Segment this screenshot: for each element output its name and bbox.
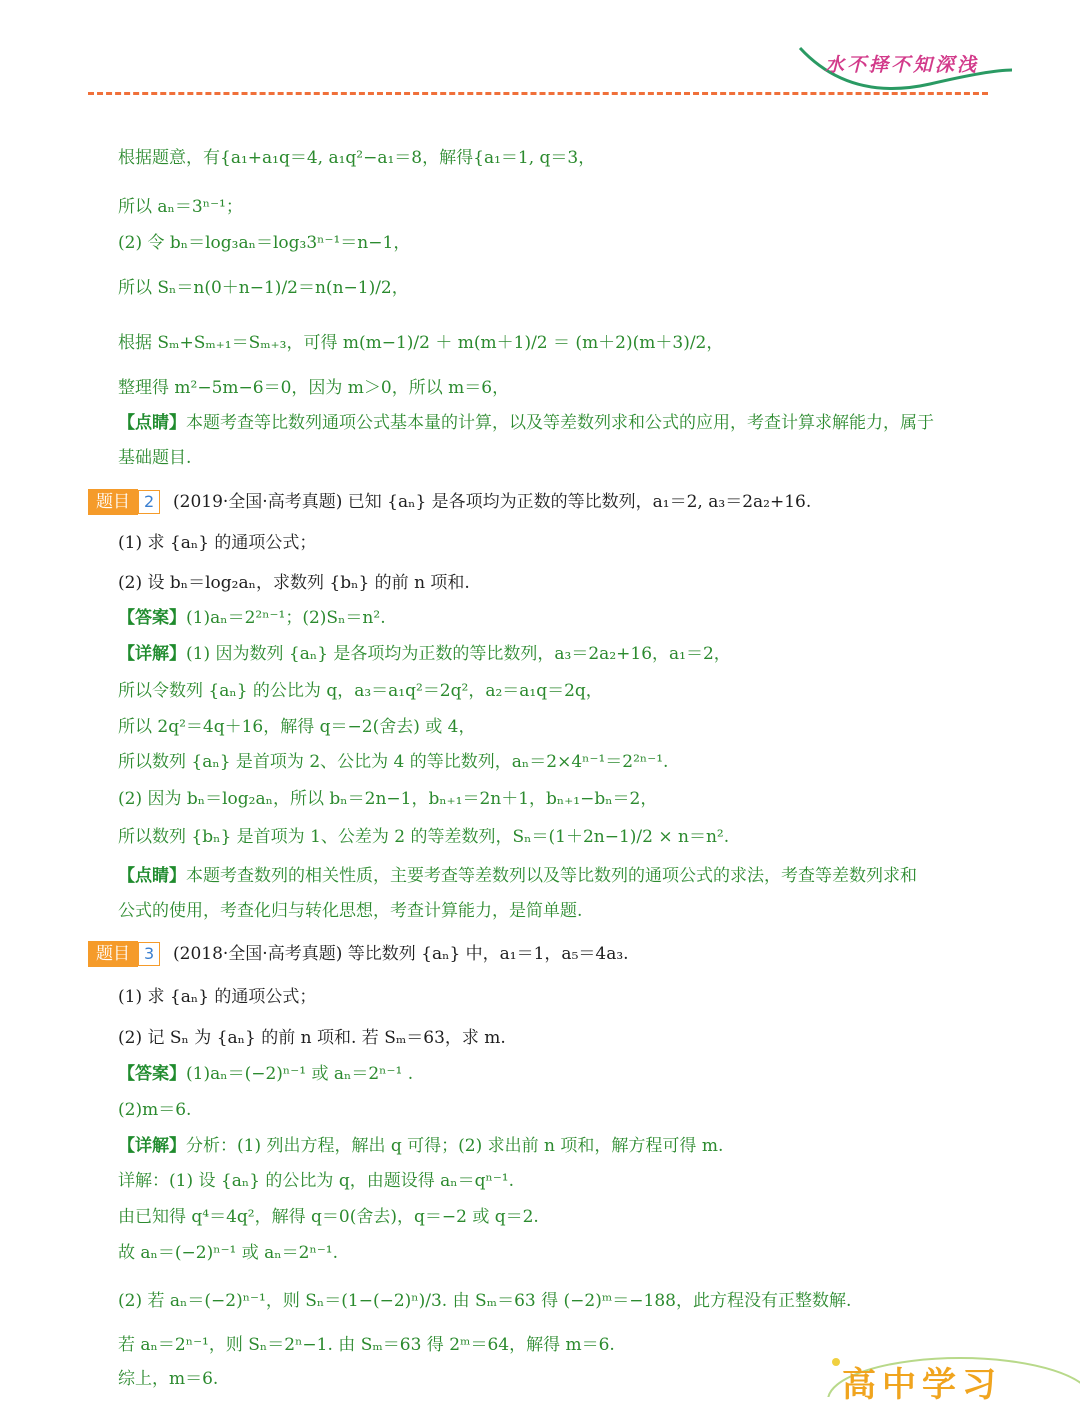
note-line: 公式的使用，考查化归与转化思想，考查计算能力，是简单题. <box>118 901 583 921</box>
solution-line: (2) 若 aₙ＝(−2)ⁿ⁻¹，则 Sₙ＝(1−(−2)ⁿ)/3. 由 Sₘ＝63 得 (−2)ᵐ＝−188，此方程没有正整数解. <box>118 1291 852 1311</box>
solution-line: 所以数列 {bₙ} 是首项为 1、公差为 2 的等差数列，Sₙ＝(1＋2n−1)/2 × n＝n². <box>118 827 730 847</box>
note-line <box>118 865 917 887</box>
solution-line: 整理得 m²−5m−6＝0，因为 m＞0，所以 m＝6， <box>118 378 510 398</box>
solution-line: 若 aₙ＝2ⁿ⁻¹，则 Sₙ＝2ⁿ−1. 由 Sₘ＝63 得 2ᵐ＝64，解得 m＝6. <box>118 1335 615 1355</box>
detail-line <box>118 1135 723 1157</box>
detail-text: 分析：(1) 列出方程，解出 q 可得；(2) 求出前 n 项和，解方程可得 m. <box>186 1136 724 1156</box>
question-badge-number: 3 <box>138 942 160 966</box>
solution-line: 详解：(1) 设 {aₙ} 的公比为 q，由题设得 aₙ＝qⁿ⁻¹. <box>118 1171 515 1191</box>
question-badge-label: 题目 <box>88 941 138 967</box>
solution-line: 所以 2q²＝4q＋16，解得 q＝−2(舍去) 或 4， <box>118 717 476 737</box>
answer-text: (1)aₙ＝2²ⁿ⁻¹；(2)Sₙ＝n². <box>186 608 386 628</box>
solution-line: 所以 aₙ＝3ⁿ⁻¹； <box>118 197 243 217</box>
header-dashed-rule <box>88 92 988 95</box>
answer-line <box>118 607 386 629</box>
question-badge-label: 题目 <box>88 489 138 515</box>
detail-text: (1) 因为数列 {aₙ} 是各项均为正数的等比数列，a₃＝2a₂+16，a₁＝2， <box>186 644 731 664</box>
header-logo-text: 水不择不知深浅 <box>825 54 980 76</box>
question-part: (1) 求 {aₙ} 的通项公式； <box>118 987 317 1007</box>
note-line: 基础题目. <box>118 448 192 468</box>
answer-line <box>118 1063 413 1085</box>
note-tag: 【点睛】 <box>118 866 186 886</box>
solution-line: 所以 Sₙ＝n(0＋n−1)/2＝n(n−1)/2， <box>118 278 409 298</box>
answer-tag: 【答案】 <box>118 1064 186 1084</box>
question-badge <box>88 941 160 967</box>
question-part: (1) 求 {aₙ} 的通项公式； <box>118 533 317 553</box>
note-tag: 【点睛】 <box>118 413 186 433</box>
solution-line: 根据 Sₘ+Sₘ₊₁＝Sₘ₊₃，可得 m(m−1)/2 ＋ m(m＋1)/2 ＝ (m＋2)(m＋3)/2， <box>118 333 724 353</box>
detail-line <box>118 643 731 665</box>
answer-text: (1)aₙ＝(−2)ⁿ⁻¹ 或 aₙ＝2ⁿ⁻¹ . <box>186 1064 414 1084</box>
footer-logo-text: 高中学习 <box>842 1365 1002 1405</box>
note-text: 本题考查等比数列通项公式基本量的计算，以及等差数列求和公式的应用，考查计算求解能力，属于 <box>186 413 934 433</box>
solution-line: (2) 因为 bₙ＝log₂aₙ，所以 bₙ＝2n−1，bₙ₊₁＝2n＋1，bₙ₊₁−bₙ＝2， <box>118 789 658 809</box>
solution-line: 所以数列 {aₙ} 是首项为 2、公比为 4 的等比数列，aₙ＝2×4ⁿ⁻¹＝2²ⁿ⁻¹. <box>118 752 669 772</box>
solution-line: 根据题意，有{a₁+a₁q＝4, a₁q²−a₁＝8，解得{a₁＝1, q＝3， <box>118 148 596 168</box>
note-text: 本题考查数列的相关性质，主要考查等差数列以及等比数列的通项公式的求法，考查等差数列求和 <box>186 866 917 886</box>
question-part: (2) 设 bₙ＝log₂aₙ，求数列 {bₙ} 的前 n 项和. <box>118 573 470 593</box>
question-text: (2018·全国·高考真题) 等比数列 {aₙ} 中，a₁＝1，a₅＝4a₃. <box>173 944 629 964</box>
solution-line: 所以令数列 {aₙ} 的公比为 q，a₃＝a₁q²＝2q²，a₂＝a₁q＝2q， <box>118 681 603 701</box>
note-line <box>118 412 934 434</box>
question-badge-number: 2 <box>138 490 160 514</box>
solution-line: 由已知得 q⁴＝4q²，解得 q＝0(舍去)，q＝−2 或 q＝2. <box>118 1207 539 1227</box>
answer-tag: 【答案】 <box>118 608 186 628</box>
solution-line: 故 aₙ＝(−2)ⁿ⁻¹ 或 aₙ＝2ⁿ⁻¹. <box>118 1243 339 1263</box>
solution-line: (2) 令 bₙ＝log₃aₙ＝log₃3ⁿ⁻¹＝n−1， <box>118 233 411 253</box>
detail-tag: 【详解】 <box>118 1136 186 1156</box>
solution-line: 综上，m＝6. <box>118 1369 219 1389</box>
question-part: (2) 记 Sₙ 为 {aₙ} 的前 n 项和. 若 Sₘ＝63，求 m. <box>118 1028 506 1048</box>
answer-line: (2)m＝6. <box>118 1100 192 1120</box>
question-text: (2019·全国·高考真题) 已知 {aₙ} 是各项均为正数的等比数列，a₁＝2, a₃＝2a₂+16. <box>173 492 812 512</box>
detail-tag: 【详解】 <box>118 644 186 664</box>
question-badge <box>88 489 160 515</box>
